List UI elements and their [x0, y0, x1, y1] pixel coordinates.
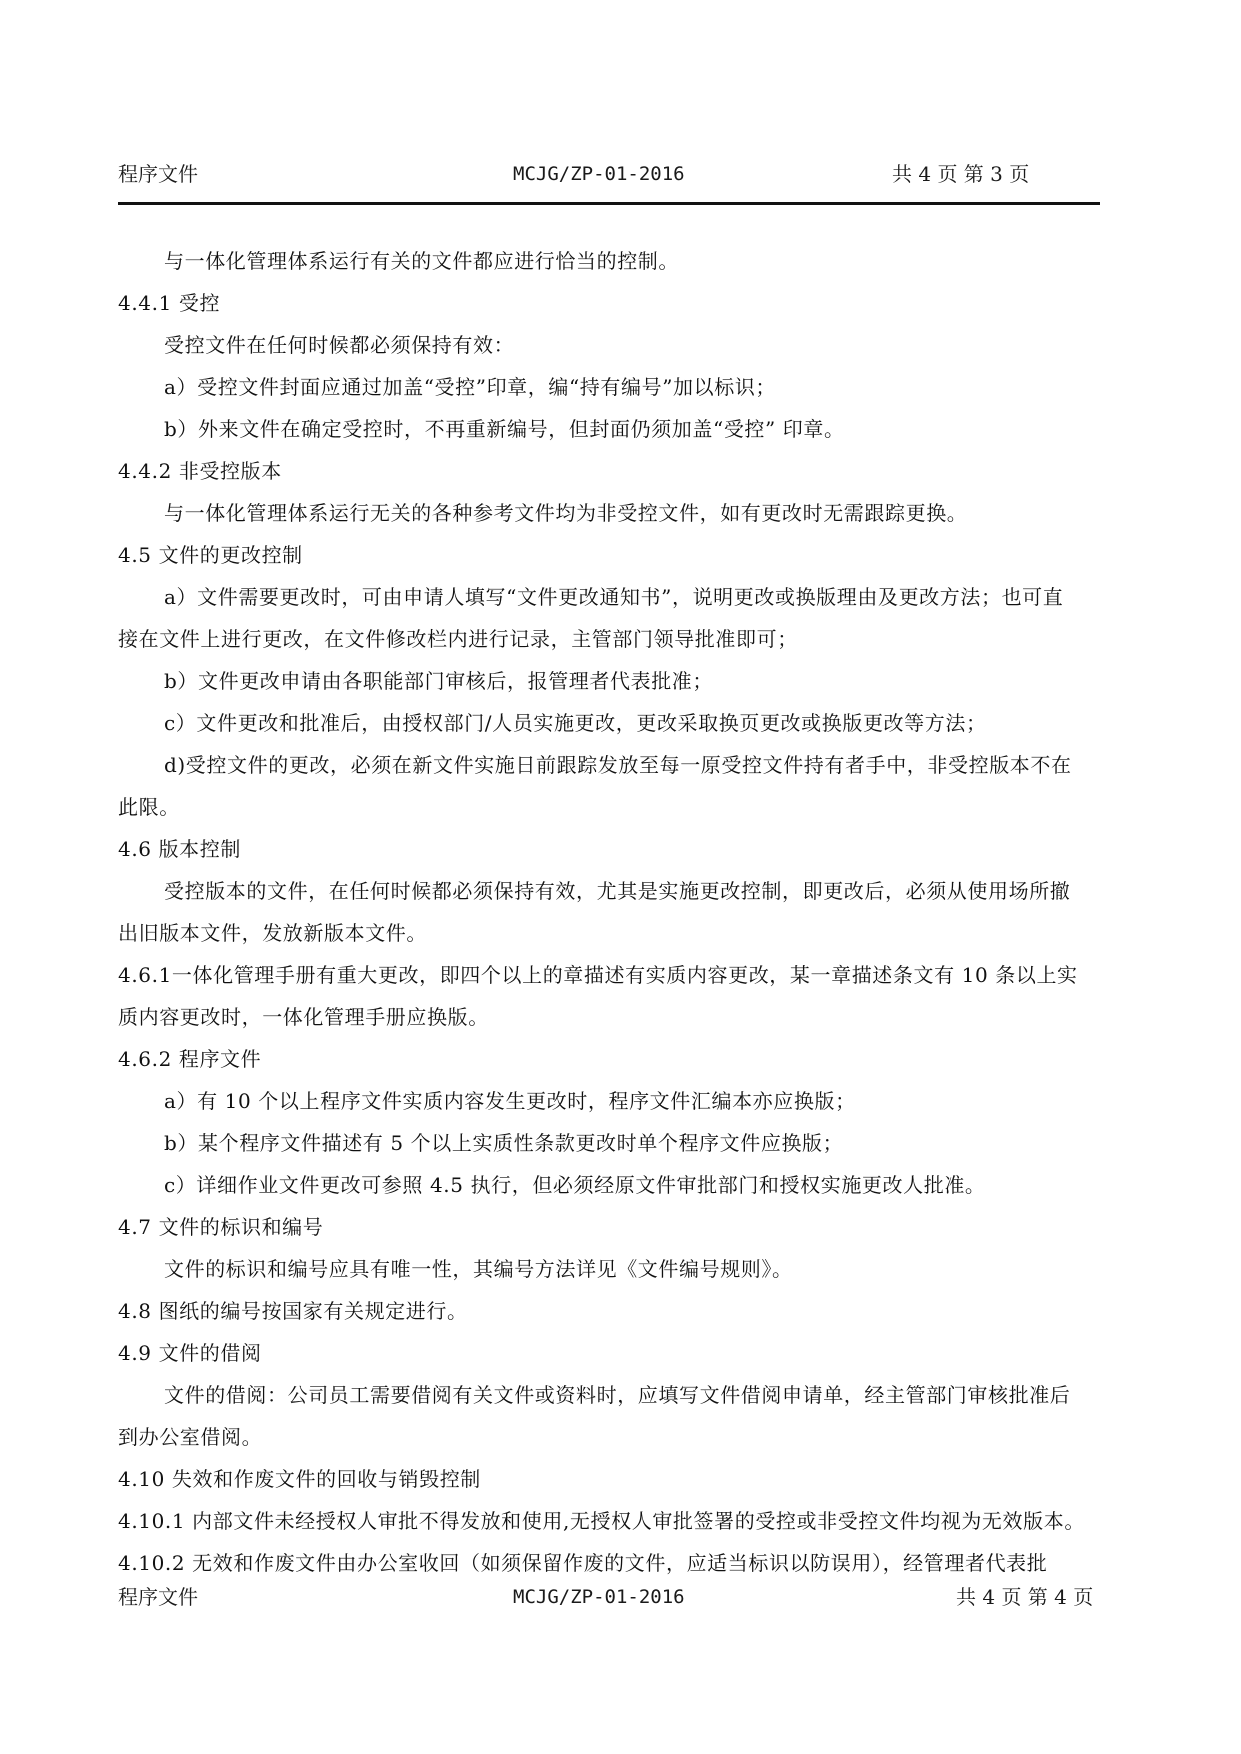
body-line: 受控版本的文件，在任何时候都必须保持有效，尤其是实施更改控制，即更改后，必须从使用场所撤 — [164, 879, 1071, 903]
section-heading: 4.7 文件的标识和编号 — [118, 1215, 324, 1239]
body-line: 与一体化管理体系运行无关的各种参考文件均为非受控文件，如有更改时无需跟踪更换。 — [164, 501, 968, 525]
header-doc-type: 程序文件 — [118, 162, 198, 186]
header-doc-code: MCJG/ZP-01-2016 — [513, 163, 685, 185]
footer-doc-code: MCJG/ZP-01-2016 — [513, 1586, 685, 1608]
document-body — [118, 240, 1130, 1584]
body-line: 此限。 — [118, 795, 180, 819]
list-item: c）详细作业文件更改可参照 4.5 执行，但必须经原文件审批部门和授权实施更改人批准。 — [164, 1173, 986, 1197]
body-line: 文件的标识和编号应具有唯一性，其编号方法详见《文件编号规则》。 — [164, 1257, 793, 1281]
page-footer — [118, 1585, 1100, 1611]
header-divider — [118, 202, 1100, 205]
section-heading: 4.10 失效和作废文件的回收与销毁控制 — [118, 1467, 481, 1491]
section-heading: 4.9 文件的借阅 — [118, 1341, 262, 1365]
page-header — [118, 162, 1100, 188]
body-line: 到办公室借阅。 — [118, 1425, 263, 1449]
section-heading: 4.5 文件的更改控制 — [118, 543, 303, 567]
body-line: 4.10.2 无效和作废文件由办公室收回（如须保留作废的文件，应适当标识以防误用），经管理者代表批 — [118, 1551, 1048, 1575]
list-item: b）某个程序文件描述有 5 个以上实质性条款更改时单个程序文件应换版； — [164, 1131, 844, 1155]
section-heading: 4.4.2 非受控版本 — [118, 459, 282, 483]
list-item: a）受控文件封面应通过加盖“受控”印章，编“持有编号”加以标识； — [164, 375, 777, 399]
body-line: 与一体化管理体系运行有关的文件都应进行恰当的控制。 — [164, 249, 679, 273]
footer-doc-type: 程序文件 — [118, 1585, 198, 1609]
section-heading: 4.6 版本控制 — [118, 837, 241, 861]
header-page-number: 共 4 页 第 3 页 — [892, 162, 1030, 186]
body-line: 4.10.1 内部文件未经授权人审批不得发放和使用,无授权人审批签署的受控或非受控文件均视为无效版本。 — [118, 1509, 1085, 1533]
body-line: 质内容更改时，一体化管理手册应换版。 — [118, 1005, 489, 1029]
list-item: a）文件需要更改时，可由申请人填写“文件更改通知书”，说明更改或换版理由及更改方法；也可直 — [164, 585, 1064, 609]
list-item: d)受控文件的更改，必须在新文件实施日前跟踪发放至每一原受控文件持有者手中，非受控版本不在 — [164, 753, 1072, 777]
footer-page-number: 共 4 页 第 4 页 — [956, 1585, 1094, 1609]
body-line: 4.6.1一体化管理手册有重大更改，即四个以上的章描述有实质内容更改，某一章描述条文有 10 条以上实 — [118, 963, 1078, 987]
body-line: 出旧版本文件，发放新版本文件。 — [118, 921, 427, 945]
list-item: a）有 10 个以上程序文件实质内容发生更改时，程序文件汇编本亦应换版； — [164, 1089, 856, 1113]
section-heading: 4.6.2 程序文件 — [118, 1047, 262, 1071]
section-heading: 4.8 图纸的编号按国家有关规定进行。 — [118, 1299, 468, 1323]
section-heading: 4.4.1 受控 — [118, 291, 221, 315]
list-item: b）外来文件在确定受控时，不再重新编号，但封面仍须加盖“受控” 印章。 — [164, 417, 845, 441]
body-line: 接在文件上进行更改，在文件修改栏内进行记录，主管部门领导批准即可； — [118, 627, 798, 651]
list-item: c）文件更改和批准后，由授权部门/人员实施更改，更改采取换页更改或换版更改等方法； — [164, 711, 987, 735]
body-line: 受控文件在任何时候都必须保持有效： — [164, 333, 515, 357]
body-line: 文件的借阅：公司员工需要借阅有关文件或资料时，应填写文件借阅申请单，经主管部门审核批准后 — [164, 1383, 1071, 1407]
list-item: b）文件更改申请由各职能部门审核后，报管理者代表批准； — [164, 669, 714, 693]
